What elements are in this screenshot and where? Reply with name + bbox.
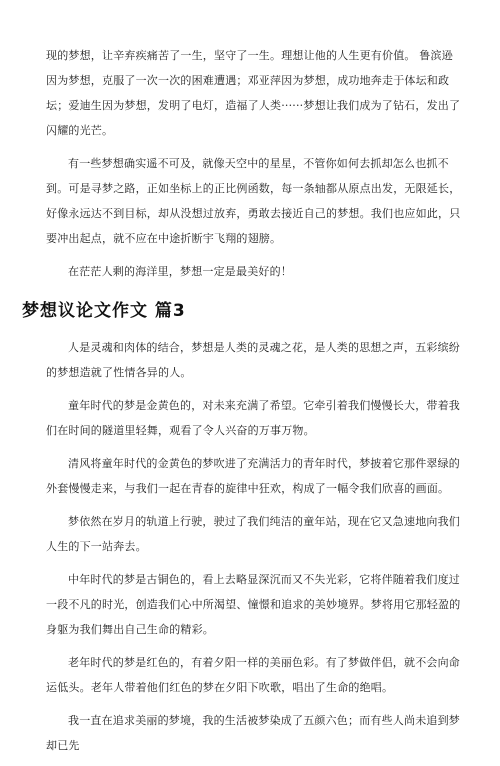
paragraph: 童年时代的梦是金黄色的，对未来充满了希望。它牵引着我们慢慢长大，带着我们在时间的隧道里轻舞，观看了令人兴奋的万事万物。 [46, 399, 460, 437]
document-page [22, 43, 464, 766]
paragraph: 中年时代的梦是古铜色的，看上去略显深沉而又不失光彩，它将伴随着我们度过一段不凡的时光，创造我们心中所渴望、憧憬和追求的美妙境界。梦将用它那轻盈的身躯为我们舞出自己生命的精彩。 [46, 573, 461, 636]
paragraph: 在茫茫人剩的海洋里，梦想一定是最美好的！ [68, 265, 292, 278]
paragraph: 有一些梦想确实遥不可及，就像天空中的星星，不管你如何去抓却怎么也抓不到。可是寻梦之路，正如坐标上的正比例函数，每一条轴都从原点出发，无限延长，好像永远达不到目标，却从没想过放弃，勇敢去接近自己的梦想。我们也应如此，只要冲出起点，就不应在中途折断宇飞翔的翅膀。 [46, 157, 461, 245]
section-heading: 梦想议论文作文 篇3 [22, 301, 186, 321]
paragraph: 清风将童年时代的金黄色的梦吹进了充满活力的青年时代，梦披着它那件翠绿的外套慢慢走来，与我们一起在青春的旋律中狂欢，构成了一幅令我们欣喜的画面。 [46, 457, 460, 495]
paragraph: 老年时代的梦是红色的，有着夕阳一样的美丽色彩。有了梦做伴侣，就不会向命运低头。老年人带着他们红色的梦在夕阳下吹歌，唱出了生命的绝唱。 [46, 656, 460, 694]
paragraph: 现的梦想，让辛弃疾痛苦了一生，坚守了一生。理想让他的人生更有价值。 鲁滨逊因为梦想，克服了一次一次的困难遭遇；邓亚萍因为梦想，成功地奔走于体坛和政坛；爱迪生因为梦想，发明了电灯，造福了人类······梦想让我们成为了钻石，发出了闪耀的光芒。 [46, 49, 461, 137]
paragraph: 梦依然在岁月的轨道上行驶，驶过了我们纯洁的童年站，现在它又急速地向我们人生的下一站奔去。 [46, 515, 460, 553]
paragraph: 我一直在追求美丽的梦境，我的生活被梦染成了五颜六色；而有些人尚未追到梦却已先 [46, 714, 460, 752]
paragraph: 人是灵魂和肉体的结合，梦想是人类的灵魂之花，是人类的思想之声，五彩缤纷的梦想造就了性情各异的人。 [46, 341, 460, 379]
